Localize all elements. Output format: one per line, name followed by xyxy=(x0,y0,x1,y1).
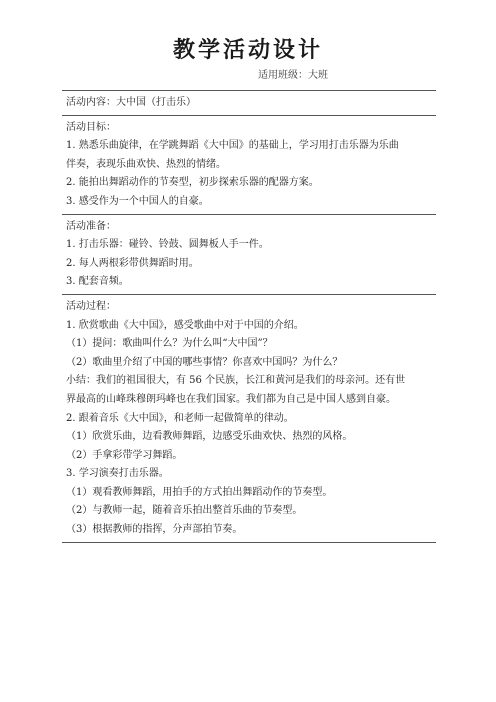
goal-line: 1. 熟悉乐曲旋律，在学跳舞蹈《大中国》的基础上，学习用打击乐器为乐曲 xyxy=(66,140,399,152)
process-line: （2）手拿彩带学习舞蹈。 xyxy=(66,449,183,461)
content-line: 活动内容：大中国（打击乐） xyxy=(66,97,196,108)
goals-heading: 活动目标： xyxy=(66,121,116,133)
process-line: 1. 欣赏歌曲《大中国》，感受歌曲中对于中国的介绍。 xyxy=(66,319,304,331)
prep-line: 3. 配套音频。 xyxy=(66,276,129,288)
prep-line: 2. 每人两根彩带供舞蹈时用。 xyxy=(66,257,199,269)
section-content xyxy=(62,91,436,116)
process-line: 小结：我们的祖国很大，有 56 个民族，长江和黄河是我们的母亲河。还有世 xyxy=(66,375,406,387)
process-line: 2. 跟着音乐《大中国》，和老师一起做简单的律动。 xyxy=(66,412,294,424)
process-line: （1）观看教师舞蹈，用拍手的方式拍出舞蹈动作的节奏型。 xyxy=(66,486,333,498)
goal-line: 伴奏，表现乐曲欢快、热烈的情绪。 xyxy=(66,158,226,170)
class-level-line: 适用班级：大班 xyxy=(258,70,328,81)
prep-heading: 活动准备： xyxy=(66,220,116,232)
process-line: （2）与教师一起，随着音乐拍出整首乐曲的节奏型。 xyxy=(66,505,303,517)
section-goals xyxy=(62,116,436,215)
process-line: （2）歌曲里介绍了中国的哪些事情？你喜欢中国吗？为什么？ xyxy=(66,356,343,368)
lesson-plan-table xyxy=(62,90,436,543)
document-title: 教学活动设计 xyxy=(172,38,323,63)
section-preparation xyxy=(62,215,436,295)
process-line: 界最高的山峰珠穆朗玛峰也在我们国家。我们都为自己是中国人感到自豪。 xyxy=(66,393,396,405)
goal-line: 3. 感受作为一个中国人的自豪。 xyxy=(66,195,209,207)
process-line: 3. 学习演奏打击乐器。 xyxy=(66,468,169,480)
process-line: （1）欣赏乐曲，边看教师舞蹈，边感受乐曲欢快、热烈的风格。 xyxy=(66,431,353,443)
section-process xyxy=(62,295,436,543)
process-heading: 活动过程： xyxy=(66,300,116,312)
process-line: （1）提问：歌曲叫什么？为什么叫“大中国”？ xyxy=(66,338,273,350)
prep-line: 1. 打击乐器：碰铃、铃鼓、圆舞板人手一件。 xyxy=(66,239,269,251)
goal-line: 2. 能拍出舞蹈动作的节奏型，初步探索乐器的配器方案。 xyxy=(66,177,319,189)
process-line: （3）根据教师的指挥，分声部拍节奏。 xyxy=(66,524,243,536)
